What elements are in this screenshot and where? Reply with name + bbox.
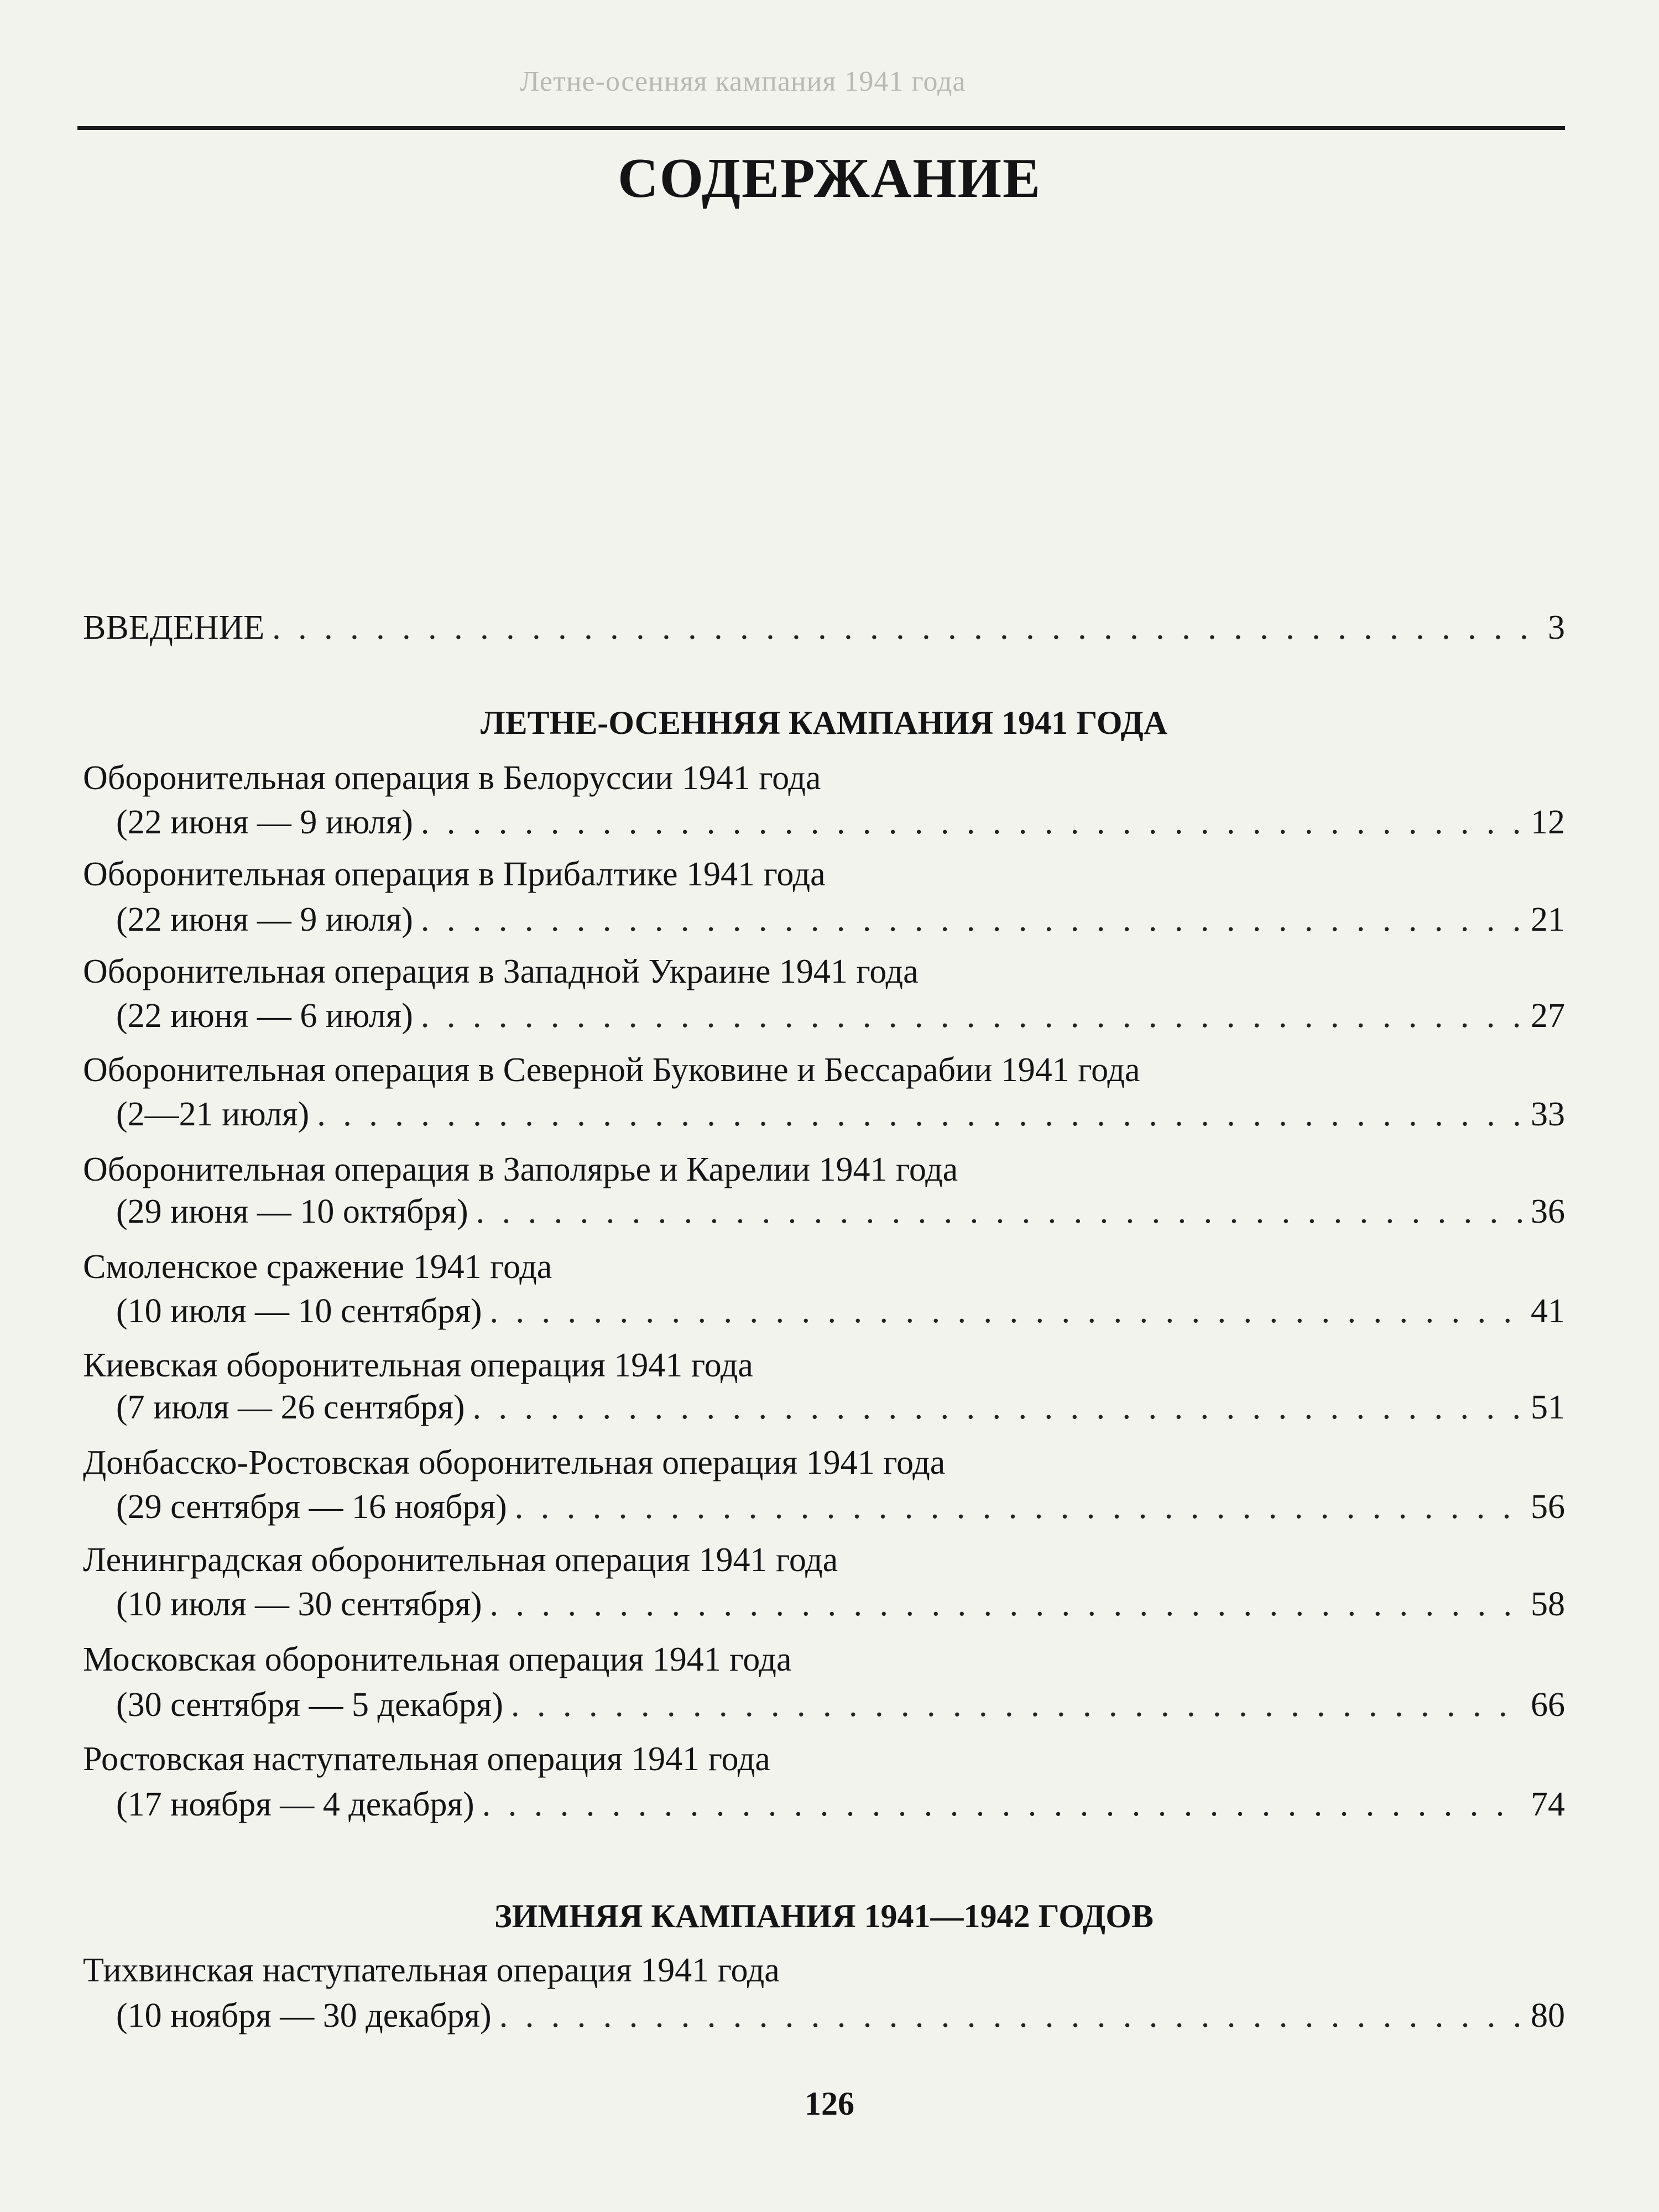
- leader-dots: [511, 1680, 1523, 1730]
- toc-entry-dates: (2—21 июля): [116, 1095, 310, 1133]
- toc-entry[interactable]: [83, 1187, 1565, 1237]
- toc-page-number: 56: [1531, 1488, 1565, 1526]
- page-number: 126: [805, 2085, 854, 2122]
- leader-dots: [272, 603, 1540, 653]
- toc-page-number: 74: [1531, 1786, 1565, 1823]
- page-title: СОДЕРЖАНИЕ: [617, 147, 1042, 210]
- toc-entry-title: Московская оборонительная операция 1941 года: [83, 1641, 792, 1678]
- toc-entry[interactable]: [83, 1991, 1565, 2041]
- toc-entry[interactable]: [83, 991, 1565, 1041]
- toc-entry-dates: (30 сентября — 5 декабря): [116, 1686, 503, 1724]
- leader-dots: [490, 1286, 1523, 1336]
- toc-entry-intro[interactable]: [83, 603, 1565, 653]
- toc-entry[interactable]: [83, 1482, 1565, 1532]
- leader-dots: [515, 1482, 1523, 1532]
- toc-entry-dates: (29 сентября — 16 ноября): [116, 1488, 507, 1526]
- leader-dots: [490, 1579, 1523, 1629]
- toc-entry[interactable]: [83, 895, 1565, 945]
- toc-page-number: 41: [1531, 1292, 1565, 1330]
- toc-page-number: 66: [1531, 1686, 1565, 1724]
- toc-entry-dates: (10 июля — 10 сентября): [116, 1292, 482, 1330]
- section-heading: ЛЕТНЕ-ОСЕННЯЯ КАМПАНИЯ 1941 ГОДА: [480, 705, 1168, 741]
- toc-entry[interactable]: [83, 1383, 1565, 1432]
- toc-entry-title: Ростовская наступательная операция 1941 года: [83, 1740, 770, 1778]
- toc-entry[interactable]: [83, 1286, 1565, 1336]
- toc-entry-title: Смоленское сражение 1941 года: [83, 1248, 552, 1286]
- leader-dots: [421, 991, 1523, 1041]
- toc-page-number: 27: [1531, 997, 1565, 1035]
- toc-entry-title: Киевская оборонительная операция 1941 года: [83, 1347, 753, 1384]
- toc-entry-dates: (29 июня — 10 октября): [116, 1193, 468, 1230]
- toc-entry-dates: (7 июля — 26 сентября): [116, 1389, 465, 1426]
- toc-entry-title: Ленинградская оборонительная операция 1941 года: [83, 1541, 838, 1579]
- toc-entry-dates: (17 ноября — 4 декабря): [116, 1786, 474, 1823]
- leader-dots: [421, 895, 1523, 945]
- toc-entry-title: Оборонительная операция в Заполярье и Карелии 1941 года: [83, 1151, 958, 1188]
- toc-page-number: 3: [1548, 609, 1565, 646]
- toc-page-number: 58: [1531, 1585, 1565, 1623]
- leader-dots: [317, 1089, 1523, 1139]
- toc-entry-title: Донбасско-Ростовская оборонительная операция 1941 года: [83, 1444, 946, 1481]
- section-heading: ЗИМНЯЯ КАМПАНИЯ 1941—1942 ГОДОВ: [494, 1898, 1154, 1934]
- toc-entry-dates: (22 июня — 6 июля): [116, 997, 413, 1035]
- toc-entry-dates: (22 июня — 9 июля): [116, 901, 413, 938]
- toc-entry-dates: (10 июля — 30 сентября): [116, 1585, 482, 1623]
- leader-dots: [476, 1187, 1523, 1237]
- leader-dots: [482, 1780, 1523, 1829]
- leader-dots: [421, 797, 1523, 847]
- toc-entry-label: ВВЕДЕНИЕ: [83, 609, 265, 646]
- toc-page-number: 51: [1531, 1389, 1565, 1426]
- running-head: Летне-осенняя кампания 1941 года: [520, 66, 966, 97]
- toc-entry[interactable]: [83, 1680, 1565, 1730]
- header-rule: [77, 126, 1565, 130]
- toc-page-number: 80: [1531, 1997, 1565, 2034]
- toc-entry[interactable]: [83, 1579, 1565, 1629]
- leader-dots: [473, 1383, 1523, 1432]
- toc-entry-title: Оборонительная операция в Белоруссии 1941 года: [83, 759, 821, 797]
- toc-page-number: 36: [1531, 1193, 1565, 1230]
- leader-dots: [499, 1991, 1523, 2041]
- toc-page-number: 33: [1531, 1095, 1565, 1133]
- toc-entry-title: Оборонительная операция в Северной Буковине и Бессарабии 1941 года: [83, 1051, 1140, 1089]
- toc-entry[interactable]: [83, 797, 1565, 847]
- toc-entry-title: Оборонительная операция в Западной Украине 1941 года: [83, 953, 919, 990]
- toc-entry-title: Тихвинская наступательная операция 1941 года: [83, 1952, 780, 1989]
- toc-page-number: 21: [1531, 901, 1565, 938]
- toc-entry[interactable]: [83, 1780, 1565, 1829]
- toc-entry[interactable]: [83, 1089, 1565, 1139]
- toc-entry-dates: (22 июня — 9 июля): [116, 804, 413, 841]
- toc-entry-title: Оборонительная операция в Прибалтике 1941 года: [83, 855, 826, 893]
- toc-page-number: 12: [1531, 804, 1565, 841]
- toc-entry-dates: (10 ноября — 30 декабря): [116, 1997, 492, 2034]
